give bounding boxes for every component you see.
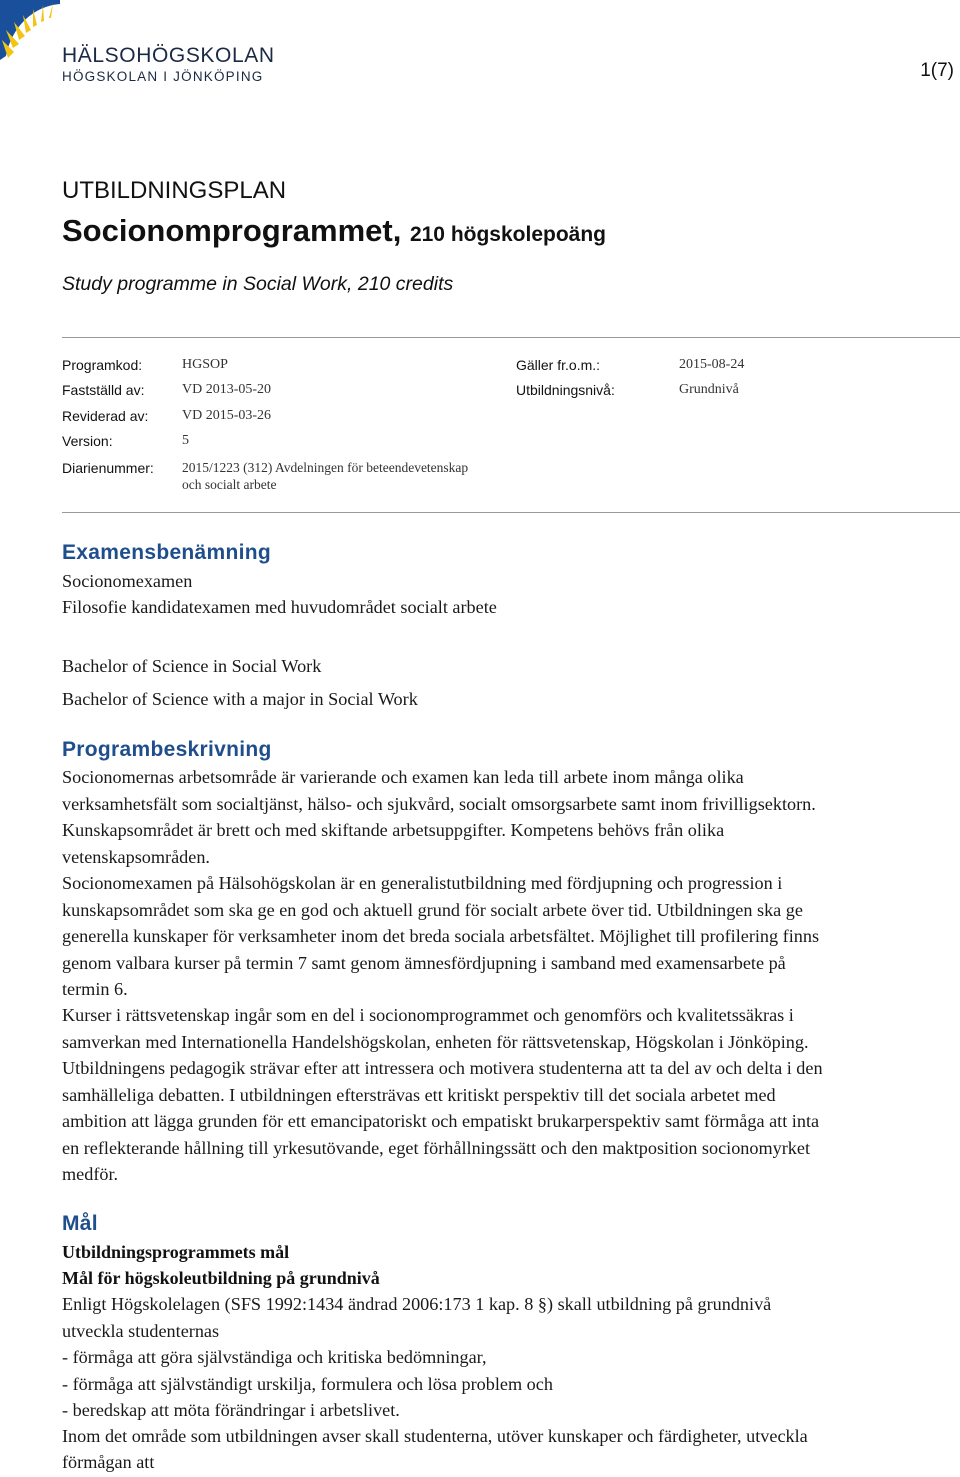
meta-value-diarienummer-2: och socialt arbete	[182, 477, 277, 492]
description-line: samhälleliga debatten. I utbildningen eftersträvas ett kritiskt perspektiv till det sociala arbetet med	[62, 1085, 776, 1105]
goal-line: förmågan att	[62, 1452, 155, 1472]
heading-examensbenamning: Examensbenämning	[62, 541, 272, 564]
heading-programbeskrivning: Programbeskrivning	[62, 738, 272, 761]
description-line: genom valbara kurser på termin 7 samt genom ämnesfördjupning i samband med examensarbete på	[62, 953, 786, 973]
meta-label-programkod: Programkod:	[62, 357, 143, 373]
examen-line: Socionomexamen	[62, 571, 193, 591]
description-line: en reflekterande hållning till yrkesutövande, eget förhållningssätt och den maktposition socionomyrket	[62, 1138, 811, 1158]
logo-name: HÄLSOHÖGSKOLAN	[62, 44, 275, 67]
description-line: generella kunskaper för verksamheter inom det breda sociala arbetsfältet. Möjlighet till profilering finns	[62, 926, 820, 946]
logo-subtitle: HÖGSKOLAN I JÖNKÖPING	[62, 69, 264, 84]
description-line: verksamhetsfält som socialtjänst, hälso- och sjukvård, socialt omsorgsarbete samt inom frivilligsektorn.	[62, 794, 816, 814]
description-line: Kunskapsområdet är brett och med skiftande arbetsuppgifter. Kompetens behövs från olika	[62, 820, 725, 840]
meta-value-utbildningsniva: Grundnivå	[679, 382, 739, 397]
meta-value-version: 5	[182, 433, 189, 448]
meta-value-reviderad: VD 2015-03-26	[182, 408, 272, 423]
meta-label-faststalld: Fastställd av:	[62, 382, 145, 398]
english-title: Study programme in Social Work, 210 credits	[62, 273, 454, 295]
description-line: kunskapsområdet som ska ge en god och aktuell grund för socialt arbete över tid. Utbildningen ska ge	[62, 900, 803, 920]
programme-name: Socionomprogrammet,	[62, 213, 402, 248]
meta-label-reviderad: Reviderad av:	[62, 408, 149, 424]
goal-line: Inom det område som utbildningen avser skall studenterna, utöver kunskaper och färdigheter, utveckla	[62, 1426, 808, 1446]
programme-credits: 210 högskolepoäng	[409, 223, 606, 246]
meta-label-galler: Gäller fr.o.m.:	[516, 357, 601, 373]
description-line: ambition att lägga grunden för ett emancipatoriskt och empatiskt brukarperspektiv samt förmåga att inta	[62, 1111, 820, 1131]
meta-label-utbildningsniva: Utbildningsnivå:	[516, 382, 615, 398]
divider-top	[62, 337, 960, 338]
goal-line: utveckla studenternas	[62, 1321, 220, 1341]
description-line: Kurser i rättsvetenskap ingår som en del i socionomprogrammet och genomförs och kvalitetssäkras i	[62, 1005, 794, 1025]
meta-value-programkod: HGSOP	[182, 357, 228, 372]
description-line: Socionomernas arbetsområde är varierande och examen kan leda till arbete inom många olika	[62, 767, 744, 787]
goal-line: - beredskap att möta förändringar i arbetslivet.	[62, 1400, 400, 1420]
meta-value-galler: 2015-08-24	[679, 357, 745, 372]
page-number: 1(7)	[920, 60, 954, 81]
description-line: vetenskapsområden.	[62, 847, 210, 867]
goal-line: - förmåga att göra självständiga och kritiska bedömningar,	[62, 1347, 487, 1367]
sun-rays-logo-icon	[0, 0, 64, 64]
examen-line: Bachelor of Science in Social Work	[62, 656, 322, 676]
heading-mal: Mål	[62, 1212, 98, 1235]
programme-title	[62, 213, 606, 249]
examen-line: Bachelor of Science with a major in Social Work	[62, 689, 418, 709]
subheading-utbildningsprogrammets-mal: Utbildningsprogrammets mål	[62, 1242, 290, 1262]
document-type: UTBILDNINGSPLAN	[62, 177, 287, 204]
logo	[0, 0, 280, 95]
meta-label-diarienummer: Diarienummer:	[62, 460, 154, 476]
description-line: Socionomexamen på Hälsohögskolan är en generalistutbildning med fördjupning och progression i	[62, 873, 783, 893]
description-line: medför.	[62, 1164, 119, 1184]
divider-bottom	[62, 512, 960, 513]
description-line: samverkan med Internationella Handelshögskolan, enheten för rättsvetenskap, Högskolan i Jönköping.	[62, 1032, 809, 1052]
meta-value-faststalld: VD 2013-05-20	[182, 382, 272, 397]
description-line: termin 6.	[62, 979, 128, 999]
examen-line: Filosofie kandidatexamen med huvudområdet socialt arbete	[62, 597, 497, 617]
goal-line: - förmåga att självständigt urskilja, formulera och lösa problem och	[62, 1374, 553, 1394]
subheading-mal-grundniva: Mål för högskoleutbildning på grundnivå	[62, 1268, 380, 1288]
meta-label-version: Version:	[62, 433, 113, 449]
description-line: Utbildningens pedagogik strävar efter att intressera och motivera studenterna att ta del av och delta i den	[62, 1058, 823, 1078]
meta-value-diarienummer-1: 2015/1223 (312) Avdelningen för beteendevetenskap	[182, 460, 469, 475]
goal-line: Enligt Högskolelagen (SFS 1992:1434 ändrad 2006:173 1 kap. 8 §) skall utbildning på grundnivå	[62, 1294, 772, 1314]
